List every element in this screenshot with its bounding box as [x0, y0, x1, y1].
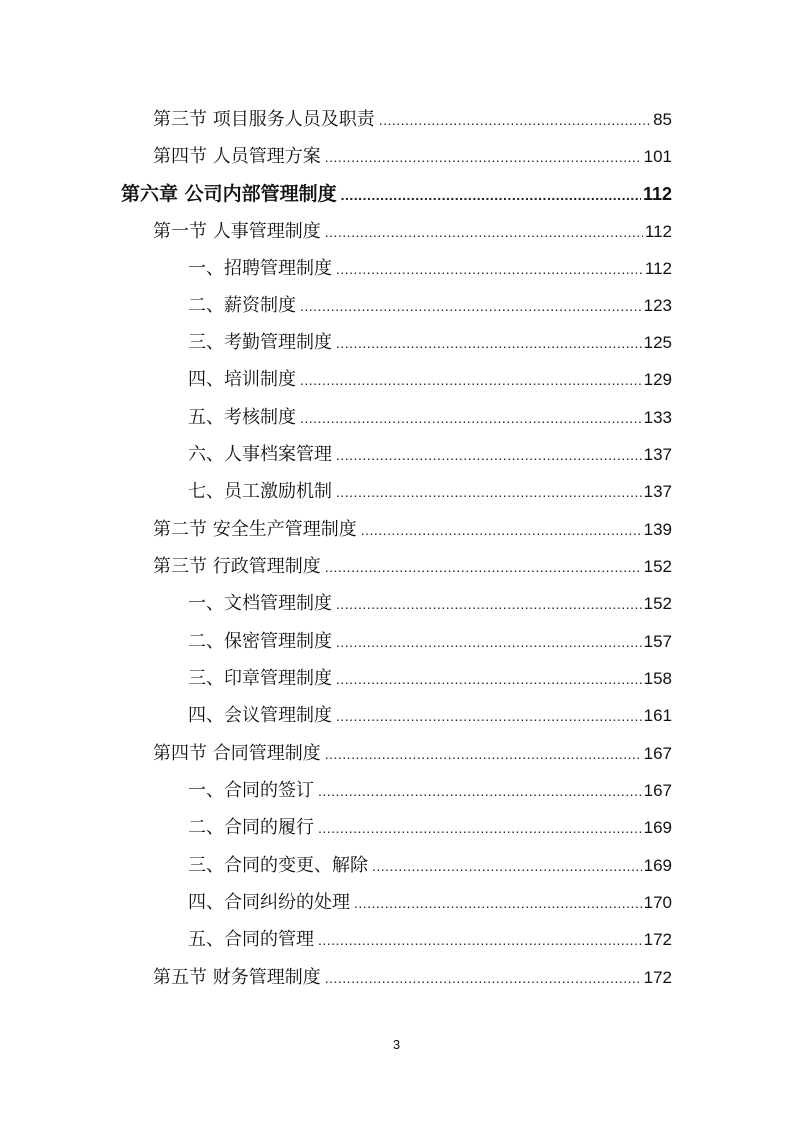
toc-entry-page: 137 — [643, 445, 672, 464]
toc-entry-item[interactable] — [188, 403, 672, 433]
toc-entry-page: 157 — [643, 632, 672, 651]
toc-entry-page: 139 — [643, 520, 672, 539]
toc-entry-label: 第三节 项目服务人员及职责 — [153, 109, 375, 130]
toc-leader-dots — [372, 851, 642, 881]
toc-entry-item[interactable] — [188, 813, 672, 843]
toc-entry-page: 169 — [643, 818, 672, 837]
toc-leader-dots — [336, 627, 642, 657]
toc-leader-dots — [336, 254, 643, 284]
toc-leader-dots — [336, 477, 642, 507]
toc-entry-page: 158 — [643, 669, 672, 688]
toc-entry-item[interactable] — [188, 589, 672, 619]
toc-entry-chapter[interactable] — [121, 179, 672, 209]
toc-entry-label: 四、培训制度 — [188, 369, 296, 390]
toc-entry-item[interactable] — [188, 440, 672, 470]
toc-entry-page: 152 — [643, 594, 672, 613]
toc-entry-section[interactable] — [153, 217, 672, 247]
toc-entry-item[interactable] — [188, 851, 672, 881]
toc-leader-dots — [354, 888, 642, 918]
toc-entry-label: 二、薪资制度 — [188, 295, 296, 316]
toc-entry-page: 112 — [644, 222, 672, 241]
toc-leader-dots — [300, 291, 642, 321]
toc-entry-label: 第一节 人事管理制度 — [153, 221, 321, 242]
toc-leader-dots — [336, 664, 642, 694]
toc-entry-label: 三、考勤管理制度 — [188, 332, 332, 353]
toc-entry-section[interactable] — [153, 552, 672, 582]
toc-entry-label: 一、合同的签订 — [188, 780, 314, 801]
toc-leader-dots — [361, 515, 642, 545]
toc-entry-label: 一、文档管理制度 — [188, 593, 332, 614]
toc-entry-item[interactable] — [188, 925, 672, 955]
toc-entry-page: 85 — [653, 110, 672, 129]
toc-entry-label: 第五节 财务管理制度 — [153, 967, 321, 988]
toc-entry-label: 七、员工激励机制 — [188, 481, 332, 502]
toc-entry-page: 123 — [643, 296, 672, 315]
toc-entry-label: 第二节 安全生产管理制度 — [153, 519, 357, 540]
toc-leader-dots — [318, 925, 642, 955]
toc-leader-dots — [325, 963, 642, 993]
toc-entry-label: 三、合同的变更、解除 — [188, 855, 368, 876]
toc-leader-dots — [300, 365, 642, 395]
toc-entry-label: 三、印章管理制度 — [188, 668, 332, 689]
toc-leader-dots — [325, 217, 643, 247]
toc-leader-dots — [318, 813, 642, 843]
toc-entry-item[interactable] — [188, 701, 672, 731]
toc-entry-page: 172 — [643, 968, 672, 987]
toc-leader-dots — [379, 105, 651, 135]
toc-entry-label: 五、考核制度 — [188, 407, 296, 428]
toc-entry-item[interactable] — [188, 254, 672, 284]
toc-entry-item[interactable] — [188, 291, 672, 321]
toc-entry-item[interactable] — [188, 477, 672, 507]
toc-entry-page: 137 — [643, 482, 672, 501]
toc-entry-item[interactable] — [188, 328, 672, 358]
toc-leader-dots — [336, 589, 642, 619]
toc-entry-label: 二、保密管理制度 — [188, 631, 332, 652]
toc-entry-page: 129 — [643, 370, 672, 389]
toc-entry-page: 112 — [642, 184, 672, 204]
toc-leader-dots — [336, 328, 642, 358]
toc-entry-label: 第六章 公司内部管理制度 — [121, 183, 337, 205]
toc-leader-dots — [325, 552, 642, 582]
toc-leader-dots — [336, 440, 642, 470]
toc-entry-page: 172 — [643, 930, 672, 949]
toc-leader-dots — [300, 403, 642, 433]
toc-entry-page: 112 — [644, 259, 672, 278]
toc-entry-page: 169 — [643, 856, 672, 875]
toc-entry-label: 四、会议管理制度 — [188, 705, 332, 726]
toc-entry-section[interactable] — [153, 739, 672, 769]
toc-entry-page: 133 — [643, 408, 672, 427]
toc-leader-dots — [341, 180, 641, 210]
toc-entry-section[interactable] — [153, 105, 672, 135]
toc-entry-page: 170 — [643, 893, 672, 912]
toc-entry-label: 一、招聘管理制度 — [188, 258, 332, 279]
toc-entry-page: 101 — [643, 147, 672, 166]
toc-entry-label: 六、人事档案管理 — [188, 444, 332, 465]
toc-entry-item[interactable] — [188, 365, 672, 395]
toc-leader-dots — [325, 142, 642, 172]
toc-leader-dots — [318, 776, 642, 806]
toc-entry-item[interactable] — [188, 888, 672, 918]
toc-entry-label: 第三节 行政管理制度 — [153, 556, 321, 577]
toc-entry-item[interactable] — [188, 776, 672, 806]
toc-entry-page: 161 — [643, 706, 672, 725]
toc-entry-section[interactable] — [153, 963, 672, 993]
toc-entry-page: 167 — [643, 744, 672, 763]
toc-entry-page: 167 — [643, 781, 672, 800]
toc-entry-page: 125 — [643, 333, 672, 352]
toc-entry-item[interactable] — [188, 627, 672, 657]
toc-entry-label: 二、合同的履行 — [188, 817, 314, 838]
toc-entry-item[interactable] — [188, 664, 672, 694]
toc-leader-dots — [336, 701, 642, 731]
toc-entry-label: 第四节 人员管理方案 — [153, 146, 321, 167]
toc-entry-label: 第四节 合同管理制度 — [153, 743, 321, 764]
page-number: 3 — [392, 1037, 401, 1052]
toc-entry-section[interactable] — [153, 142, 672, 172]
toc-entry-label: 四、合同纠纷的处理 — [188, 892, 350, 913]
toc-leader-dots — [325, 739, 642, 769]
toc-entry-page: 152 — [643, 557, 672, 576]
toc-entry-label: 五、合同的管理 — [188, 929, 314, 950]
toc-entry-section[interactable] — [153, 515, 672, 545]
